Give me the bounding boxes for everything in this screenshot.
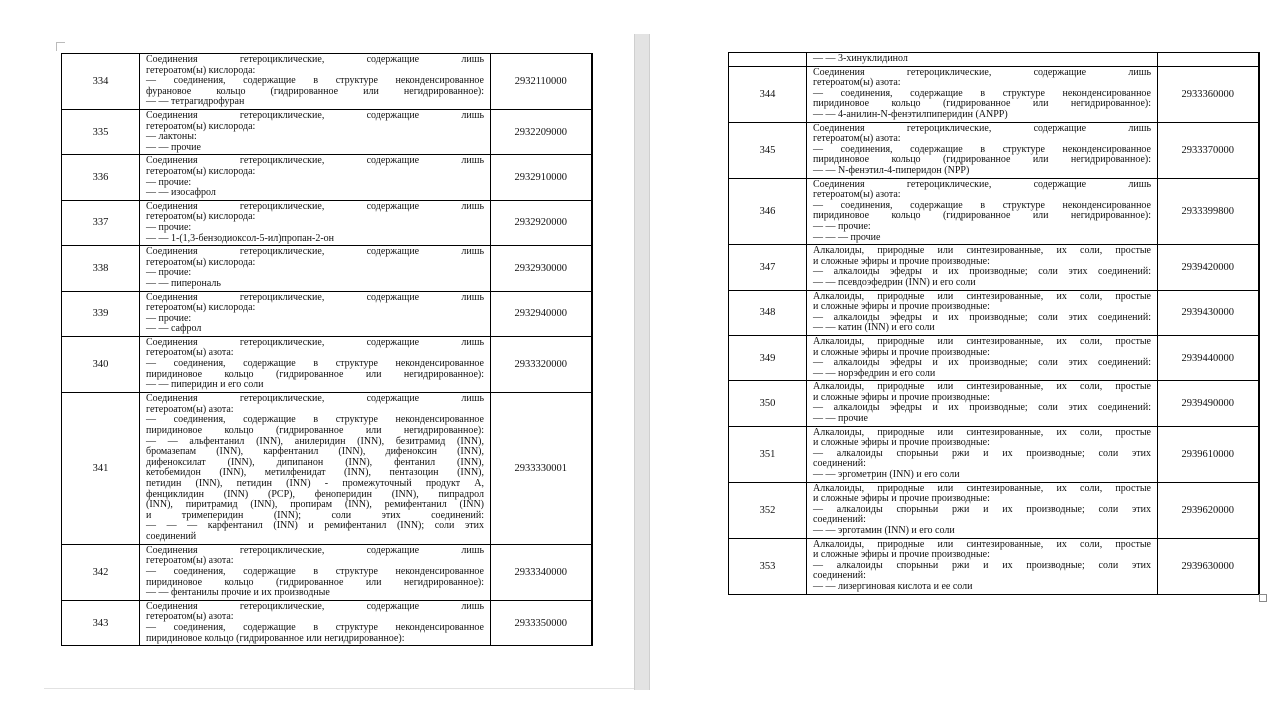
description-line: — алкалоиды спорыньи ржи и их производные; соли этих (813, 559, 1151, 571)
row-code-cell: 2932930000 (491, 246, 592, 291)
row-number-cell: 346 (729, 178, 807, 245)
row-number-cell: 337 (62, 200, 140, 245)
page-gutter (634, 34, 650, 690)
description-line: гетероатом(ы) азота: (813, 77, 901, 89)
description-line: Соединения гетероциклические, содержащие лишь (146, 54, 484, 66)
description-line: Соединения гетероциклические, содержащие лишь (146, 544, 484, 556)
description-line: и сложные эфиры и прочие производные: (813, 493, 990, 505)
table-row (729, 335, 1259, 380)
description-line: — — прочие: (813, 220, 871, 232)
description-line: соединений: (813, 570, 866, 582)
row-code-cell: 2939430000 (1158, 290, 1259, 335)
description-line: пиридиновое кольцо (гидрированное или негидрированное): (813, 98, 1151, 110)
description-line: — прочие: (146, 176, 192, 188)
row-number-cell: 348 (729, 290, 807, 335)
row-description-cell (807, 482, 1158, 538)
description-line: — — фентанилы прочие и их производные (146, 587, 330, 599)
description-line: — — псевдоэфедрин (INN) и его соли (813, 276, 976, 288)
description-line: — — альфентанил (INN), анилеридин (INN), безитрамид (INN), (146, 435, 484, 447)
table-row (729, 381, 1259, 426)
row-code-cell: 2939440000 (1158, 335, 1259, 380)
description-line: — лактоны: (146, 131, 197, 143)
row-number-cell: 349 (729, 335, 807, 380)
description-line: — соединения, содержащие в структуре неконденсированное (146, 622, 484, 634)
row-description-cell (140, 291, 491, 336)
row-number-cell: 351 (729, 426, 807, 482)
table-row (729, 426, 1259, 482)
description-line: Соединения гетероциклические, содержащие лишь (146, 336, 484, 348)
row-number-cell: 334 (62, 54, 140, 110)
description-line: Соединения гетероциклические, содержащие лишь (146, 110, 484, 121)
row-code-cell: 2939490000 (1158, 381, 1259, 426)
row-description-cell (140, 110, 491, 155)
description-line: гетероатом(ы) кислорода: (146, 302, 256, 314)
description-line: Соединения гетероциклические, содержащие лишь (146, 200, 484, 212)
table-row (62, 200, 592, 245)
row-description-cell (807, 538, 1158, 594)
description-line: Алкалоиды, природные или синтезированные, их соли, простые (813, 538, 1151, 550)
row-code-cell: 2933370000 (1158, 122, 1259, 178)
row-code-cell: 2932110000 (491, 54, 592, 110)
row-description-cell (807, 53, 1158, 67)
row-number-cell: 342 (62, 544, 140, 600)
row-code-cell: 2933399800 (1158, 178, 1259, 245)
description-line: петидин (INN), петидин (INN) - промежуточный продукт А, (146, 477, 484, 489)
row-code-cell: 2933340000 (491, 544, 592, 600)
row-code-cell: 2932209000 (491, 110, 592, 155)
description-line: Алкалоиды, природные или синтезированные, их соли, простые (813, 381, 1151, 393)
row-code-cell: 2933320000 (491, 336, 592, 392)
substances-table-left (61, 53, 593, 646)
row-number-cell: 335 (62, 110, 140, 155)
description-line: — соединения, содержащие в структуре неконденсированное (813, 199, 1151, 211)
row-description-cell (140, 336, 491, 392)
document-page-right (650, 0, 1280, 690)
table-row (62, 291, 592, 336)
description-line: — прочие: (146, 221, 192, 233)
description-line: — — 4-анилин-N-фенэтилпиперидин (ANPP) (813, 108, 1008, 120)
row-number-cell: 353 (729, 538, 807, 594)
description-line: — алкалоиды эфедры и их производные; соли этих соединений: (813, 357, 1151, 369)
table-row (729, 66, 1259, 122)
row-number-cell: 350 (729, 381, 807, 426)
row-code-cell: 2939620000 (1158, 482, 1259, 538)
description-line: гетероатом(ы) кислорода: (146, 211, 256, 223)
description-line: — соединения, содержащие в структуре неконденсированное (813, 143, 1151, 155)
row-number-cell: 347 (729, 245, 807, 290)
description-line: пиридиновое кольцо (гидрированное или негидрированное): (146, 368, 484, 380)
description-line: (INN), пиритрамид (INN), пропирам (INN), ремифентанил (INN) (146, 499, 484, 511)
row-number-cell: 344 (729, 66, 807, 122)
description-line: гетероатом(ы) кислорода: (146, 64, 256, 76)
row-description-cell (807, 381, 1158, 426)
description-line: Соединения гетероциклические, содержащие лишь (146, 155, 484, 167)
description-line: Соединения гетероциклические, содержащие лишь (146, 600, 484, 612)
description-line: и сложные эфиры и прочие производные: (813, 346, 990, 358)
description-line: фурановое кольцо (гидрированное или негидрированное): (146, 85, 484, 97)
description-line: — алкалоиды эфедры и их производные; соли этих соединений: (813, 402, 1151, 414)
description-line: — прочие: (146, 267, 192, 279)
row-code-cell: 2932920000 (491, 200, 592, 245)
description-line: — — пиперидин и его соли (146, 379, 264, 391)
description-line: гетероатом(ы) азота: (813, 133, 901, 145)
row-number-cell: 336 (62, 155, 140, 200)
description-line: и сложные эфиры и прочие производные: (813, 301, 990, 313)
row-description-cell (140, 600, 491, 645)
description-line: и тримеперидин (INN); соли этих соединений: (146, 509, 484, 521)
row-description-cell (140, 246, 491, 291)
table-row (729, 538, 1259, 594)
row-code-cell: 2932940000 (491, 291, 592, 336)
description-line: — — — прочие (813, 231, 881, 243)
description-line: Алкалоиды, природные или синтезированные, их соли, простые (813, 290, 1151, 302)
row-description-cell (807, 245, 1158, 290)
row-number-cell (729, 53, 807, 67)
document-page-left (0, 0, 634, 690)
description-line: — — норэфедрин и его соли (813, 367, 936, 379)
row-number-cell: 352 (729, 482, 807, 538)
table-row (62, 336, 592, 392)
row-description-cell (807, 122, 1158, 178)
table-row (729, 178, 1259, 245)
description-line: и сложные эфиры и прочие производные: (813, 437, 990, 449)
table-row-continuation (729, 53, 1259, 67)
description-line: Алкалоиды, природные или синтезированные, их соли, простые (813, 245, 1151, 257)
description-line: пиридиновое кольцо (гидрированное или негидрированное): (813, 154, 1151, 166)
description-line: соединений (146, 530, 197, 542)
description-line: — — N-фенэтил-4-пиперидон (NPP) (813, 164, 970, 176)
description-line: — — — карфентанил (INN) и ремифентанил (INN); соли этих (146, 520, 484, 532)
description-line: — соединения, содержащие в структуре неконденсированное (146, 75, 484, 87)
table-row (62, 110, 592, 155)
substances-table-right (728, 52, 1260, 595)
table-row (62, 544, 592, 600)
row-code-cell: 2939610000 (1158, 426, 1259, 482)
description-line: Соединения гетероциклические, содержащие лишь (146, 246, 484, 258)
description-line: Соединения гетероциклические, содержащие лишь (146, 393, 484, 405)
row-code-cell (1158, 53, 1259, 67)
description-line: Алкалоиды, природные или синтезированные, их соли, простые (813, 426, 1151, 438)
description-line: — — 3-хинуклидинол (813, 53, 908, 64)
row-code-cell: 2933330001 (491, 392, 592, 544)
description-line: гетероатом(ы) азота: (813, 189, 901, 201)
row-description-cell (140, 544, 491, 600)
description-line: — соединения, содержащие в структуре неконденсированное (146, 414, 484, 426)
description-line: — — 1-(1,3-бензодиоксол-5-ил)пропан-2-он (146, 232, 335, 244)
description-line: и сложные эфиры и прочие производные: (813, 549, 990, 561)
description-line: пиридиновое кольцо (гидрированное или негидрированное): (146, 576, 484, 588)
description-line: пиридиновое кольцо (гидрированное или негидрированное): (146, 632, 405, 644)
row-description-cell (807, 178, 1158, 245)
description-line: гетероатом(ы) азота: (146, 611, 234, 623)
description-line: соединений: (813, 514, 866, 526)
description-line: Алкалоиды, природные или синтезированные, их соли, простые (813, 335, 1151, 347)
description-line: соединений: (813, 458, 866, 470)
row-description-cell (140, 392, 491, 544)
table-row (62, 600, 592, 645)
row-code-cell: 2932910000 (491, 155, 592, 200)
description-line: — прочие: (146, 312, 192, 324)
table-row (62, 155, 592, 200)
row-code-cell: 2939420000 (1158, 245, 1259, 290)
description-line: — — прочие (813, 413, 868, 425)
description-line: — алкалоиды эфедры и их производные; соли этих соединений: (813, 311, 1151, 323)
description-line: — — пиперональ (146, 277, 221, 289)
description-line: — — сафрол (146, 323, 202, 335)
table-row (62, 54, 592, 110)
description-line: — — тетрагидрофуран (146, 96, 245, 108)
description-line: гетероатом(ы) кислорода: (146, 165, 256, 177)
description-line: пиридиновое кольцо (гидрированное или негидрированное): (146, 425, 484, 436)
description-line: дифеноксилат (INN), дипипанон (INN), фентанил (INN), (146, 456, 484, 468)
row-description-cell (807, 426, 1158, 482)
description-line: Соединения гетероциклические, содержащие лишь (813, 178, 1151, 190)
row-number-cell: 343 (62, 600, 140, 645)
page-corner-mark (56, 42, 65, 51)
description-line: — соединения, содержащие в структуре неконденсированное (813, 87, 1151, 99)
description-line: пиридиновое кольцо (гидрированное или негидрированное): (813, 210, 1151, 222)
description-line: — соединения, содержащие в структуре неконденсированное (146, 358, 484, 370)
row-number-cell: 338 (62, 246, 140, 291)
table-row (729, 482, 1259, 538)
description-line: кетобемидон (INN), метилфенидат (INN), пентазоцин (INN), (146, 467, 484, 479)
table-row (62, 246, 592, 291)
description-line: — — изосафрол (146, 187, 216, 199)
description-line: — алкалоиды спорыньи ржи и их производные; соли этих (813, 447, 1151, 459)
description-line: гетероатом(ы) кислорода: (146, 256, 256, 268)
description-line: гетероатом(ы) азота: (146, 555, 234, 567)
description-line: гетероатом(ы) кислорода: (146, 120, 256, 132)
row-description-cell (140, 155, 491, 200)
description-line: — — лизергиновая кислота и ее соли (813, 581, 973, 593)
row-code-cell: 2939630000 (1158, 538, 1259, 594)
table-row (62, 392, 592, 544)
description-line: и сложные эфиры и прочие производные: (813, 255, 990, 267)
row-description-cell (140, 54, 491, 110)
row-number-cell: 340 (62, 336, 140, 392)
description-line: — алкалоиды спорыньи ржи и их производные; соли этих (813, 503, 1151, 515)
row-number-cell: 339 (62, 291, 140, 336)
description-line: — — эрготамин (INN) и его соли (813, 525, 955, 537)
row-number-cell: 341 (62, 392, 140, 544)
row-description-cell (140, 200, 491, 245)
description-line: — — прочие (146, 141, 201, 153)
row-description-cell (807, 335, 1158, 380)
page-bottom-edge (44, 688, 634, 689)
row-code-cell: 2933360000 (1158, 66, 1259, 122)
description-line: Соединения гетероциклические, содержащие лишь (146, 291, 484, 303)
table-row (729, 122, 1259, 178)
description-line: — — эргометрин (INN) и его соли (813, 469, 960, 481)
description-line: Соединения гетероциклические, содержащие лишь (813, 122, 1151, 134)
description-line: гетероатом(ы) азота: (146, 347, 234, 359)
description-line: — — катин (INN) и его соли (813, 322, 935, 334)
description-line: гетероатом(ы) азота: (146, 403, 234, 415)
description-line: — соединения, содержащие в структуре неконденсированное (146, 566, 484, 578)
description-line: фенциклидин (INN) (PCP), феноперидин (INN), пипрадрол (146, 488, 484, 500)
description-line: Соединения гетероциклические, содержащие лишь (813, 66, 1151, 78)
row-code-cell: 2933350000 (491, 600, 592, 645)
description-line: и сложные эфиры и прочие производные: (813, 391, 990, 403)
description-line: бромазепам (INN), карфентанил (INN), дифеноксин (INN), (146, 446, 484, 458)
table-row (729, 290, 1259, 335)
row-description-cell (807, 66, 1158, 122)
table-row (729, 245, 1259, 290)
row-number-cell: 345 (729, 122, 807, 178)
row-description-cell (807, 290, 1158, 335)
description-line: Алкалоиды, природные или синтезированные, их соли, простые (813, 482, 1151, 494)
description-line: — алкалоиды эфедры и их производные; соли этих соединений: (813, 266, 1151, 278)
resize-handle[interactable] (1259, 594, 1267, 602)
